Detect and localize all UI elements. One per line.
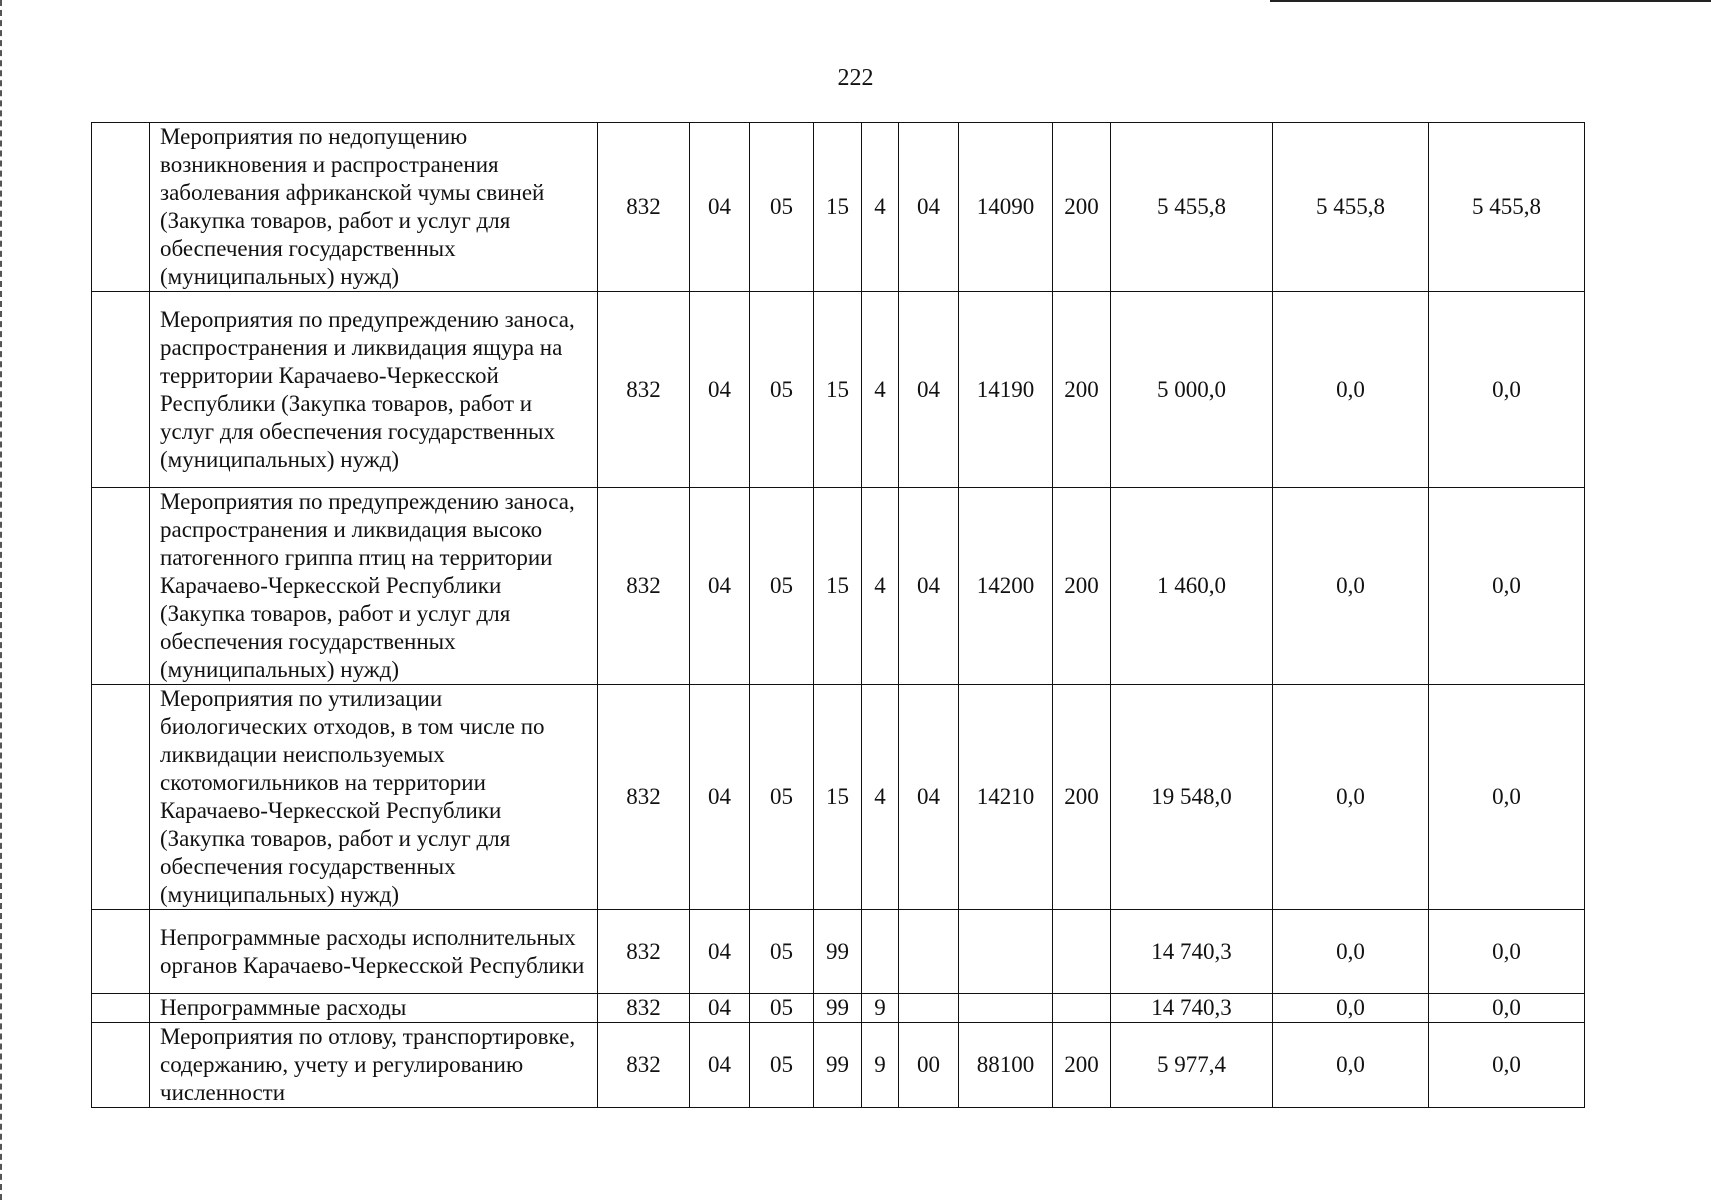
table-row xyxy=(92,1023,1585,1108)
cell-vr: 200 xyxy=(1053,685,1111,910)
cell-cs2: 9 xyxy=(862,994,899,1023)
cell-cs2: 4 xyxy=(862,292,899,488)
cell-cs3: 04 xyxy=(899,292,959,488)
cell-gr: 832 xyxy=(598,488,690,685)
cell-pr: 05 xyxy=(750,123,814,292)
row-name: Мероприятия по утилизации биологических отходов, в том числе по ликвидации неиспользуемых скотомогильников на территории Карачаево-Черкесской Республики (Закупка товаров, работ и услуг для обеспечения государственных (муниципальных) нужд) xyxy=(150,685,598,910)
budget-table xyxy=(91,122,1585,1108)
cell-cs2: 4 xyxy=(862,685,899,910)
cell-vr xyxy=(1053,910,1111,994)
cell-gr: 832 xyxy=(598,123,690,292)
row-name: Непрограммные расходы xyxy=(150,994,598,1023)
cell-gr: 832 xyxy=(598,994,690,1023)
row-index-cell xyxy=(92,685,150,910)
cell-cs1: 99 xyxy=(814,910,862,994)
cell-sum1: 14 740,3 xyxy=(1111,994,1273,1023)
cell-vr: 200 xyxy=(1053,292,1111,488)
cell-sum1: 19 548,0 xyxy=(1111,685,1273,910)
cell-rz: 04 xyxy=(690,488,750,685)
cell-sum2: 0,0 xyxy=(1273,685,1429,910)
cell-sum1: 5 000,0 xyxy=(1111,292,1273,488)
cell-cs1: 99 xyxy=(814,994,862,1023)
cell-cs2: 4 xyxy=(862,488,899,685)
cell-sum2: 0,0 xyxy=(1273,910,1429,994)
cell-sum3: 0,0 xyxy=(1429,994,1585,1023)
cell-cs4 xyxy=(959,910,1053,994)
cell-cs1: 15 xyxy=(814,123,862,292)
row-name: Мероприятия по предупреждению заноса, распространения и ликвидация ящура на территории Карачаево-Черкесской Республики (Закупка товаров, работ и услуг для обеспечения государственных (муниципальных) нужд) xyxy=(150,292,598,488)
left-page-edge xyxy=(0,0,4,1200)
cell-gr: 832 xyxy=(598,910,690,994)
cell-sum2: 0,0 xyxy=(1273,994,1429,1023)
cell-gr: 832 xyxy=(598,685,690,910)
cell-sum3: 0,0 xyxy=(1429,685,1585,910)
table-row xyxy=(92,123,1585,292)
table-row xyxy=(92,994,1585,1023)
cell-sum3: 0,0 xyxy=(1429,292,1585,488)
cell-vr: 200 xyxy=(1053,123,1111,292)
table-row xyxy=(92,910,1585,994)
cell-cs3: 04 xyxy=(899,685,959,910)
row-index-cell xyxy=(92,292,150,488)
cell-sum2: 5 455,8 xyxy=(1273,123,1429,292)
cell-sum2: 0,0 xyxy=(1273,1023,1429,1108)
cell-cs2: 9 xyxy=(862,1023,899,1108)
row-index-cell xyxy=(92,1023,150,1108)
cell-sum1: 5 455,8 xyxy=(1111,123,1273,292)
cell-cs3: 04 xyxy=(899,123,959,292)
cell-rz: 04 xyxy=(690,1023,750,1108)
cell-pr: 05 xyxy=(750,910,814,994)
row-name: Мероприятия по предупреждению заноса, распространения и ликвидация высоко патогенного гриппа птиц на территории Карачаево-Черкесской Республики (Закупка товаров, работ и услуг для обеспечения государственных (муниципальных) нужд) xyxy=(150,488,598,685)
row-index-cell xyxy=(92,910,150,994)
cell-cs4: 88100 xyxy=(959,1023,1053,1108)
cell-sum1: 5 977,4 xyxy=(1111,1023,1273,1108)
cell-cs3 xyxy=(899,994,959,1023)
cell-cs1: 99 xyxy=(814,1023,862,1108)
cell-rz: 04 xyxy=(690,910,750,994)
cell-sum2: 0,0 xyxy=(1273,488,1429,685)
cell-cs4 xyxy=(959,994,1053,1023)
cell-pr: 05 xyxy=(750,292,814,488)
cell-cs4: 14200 xyxy=(959,488,1053,685)
cell-cs3 xyxy=(899,910,959,994)
cell-cs1: 15 xyxy=(814,292,862,488)
cell-rz: 04 xyxy=(690,685,750,910)
cell-sum3: 0,0 xyxy=(1429,488,1585,685)
cell-cs3: 00 xyxy=(899,1023,959,1108)
cell-cs4: 14190 xyxy=(959,292,1053,488)
cell-cs2: 4 xyxy=(862,123,899,292)
cell-sum3: 0,0 xyxy=(1429,1023,1585,1108)
cell-cs4: 14210 xyxy=(959,685,1053,910)
cell-rz: 04 xyxy=(690,123,750,292)
cell-rz: 04 xyxy=(690,994,750,1023)
cell-cs3: 04 xyxy=(899,488,959,685)
cell-sum3: 0,0 xyxy=(1429,910,1585,994)
row-name: Мероприятия по отлову, транспортировке, содержанию, учету и регулированию численности xyxy=(150,1023,598,1108)
cell-cs4: 14090 xyxy=(959,123,1053,292)
cell-vr: 200 xyxy=(1053,488,1111,685)
cell-pr: 05 xyxy=(750,994,814,1023)
row-name: Непрограммные расходы исполнительных органов Карачаево-Черкесской Республики xyxy=(150,910,598,994)
cell-pr: 05 xyxy=(750,1023,814,1108)
cell-pr: 05 xyxy=(750,685,814,910)
table-row xyxy=(92,685,1585,910)
cell-vr: 200 xyxy=(1053,1023,1111,1108)
cell-cs2 xyxy=(862,910,899,994)
row-name: Мероприятия по недопущению возникновения и распространения заболевания африканской чумы свиней (Закупка товаров, работ и услуг для обеспечения государственных (муниципальных) нужд) xyxy=(150,123,598,292)
cell-sum2: 0,0 xyxy=(1273,292,1429,488)
cell-gr: 832 xyxy=(598,1023,690,1108)
row-index-cell xyxy=(92,488,150,685)
cell-vr xyxy=(1053,994,1111,1023)
cell-sum1: 1 460,0 xyxy=(1111,488,1273,685)
top-rule xyxy=(1270,0,1711,2)
cell-sum3: 5 455,8 xyxy=(1429,123,1585,292)
table-row xyxy=(92,292,1585,488)
cell-pr: 05 xyxy=(750,488,814,685)
row-index-cell xyxy=(92,123,150,292)
page-number: 222 xyxy=(837,65,874,91)
cell-gr: 832 xyxy=(598,292,690,488)
row-index-cell xyxy=(92,994,150,1023)
table-row xyxy=(92,488,1585,685)
cell-cs1: 15 xyxy=(814,685,862,910)
cell-cs1: 15 xyxy=(814,488,862,685)
cell-sum1: 14 740,3 xyxy=(1111,910,1273,994)
cell-rz: 04 xyxy=(690,292,750,488)
